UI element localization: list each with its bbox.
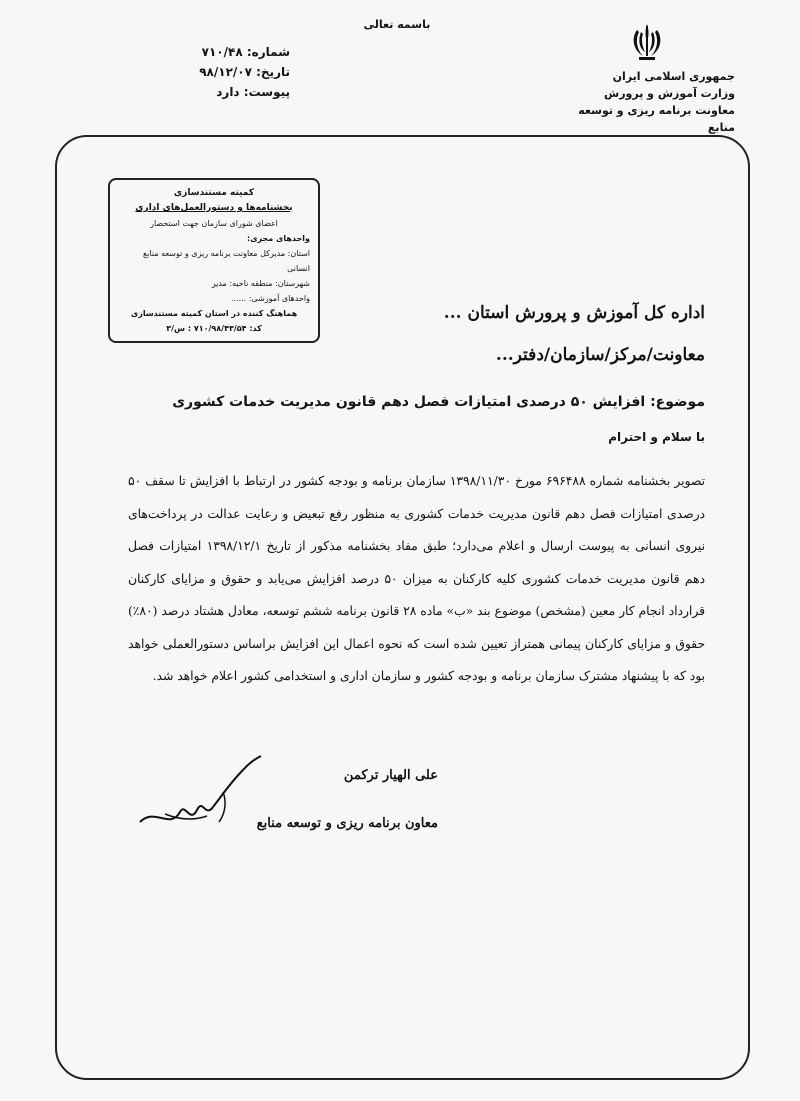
stamp-line: واحدهای آموزشی: ...... — [230, 294, 310, 303]
letter-meta — [130, 42, 290, 102]
stamp-line: واحدهای مجری: — [247, 234, 310, 243]
stamp-line: کد: ۷۱۰/۹۸/۴۳/۵۴ : س/۳ — [166, 324, 262, 333]
iran-emblem-icon — [625, 20, 669, 64]
letter-body: تصویر بخشنامه شماره ۶۹۶۴۸۸ مورخ ۱۳۹۸/۱۱/۳۰ سازمان برنامه و بودجه کشور در ارتباط با افزایش تا سقف ۵۰ درصدی امتیازات فصل دهم قانون مدیریت خدمات کشوری به منظور رفع تبعیض و رعایت عدالت در پرداخت‌های نیروی انسانی به پیوست ارسال و اعلام می‌دارد؛ طبق مفاد بخشنامه مذکور از تاریخ ۱۳۹۸/۱۲/۱ امتیازات فصل دهم قانون مدیریت خدمات کشوری کلیه کارکنان به میزان ۵۰ درصد افزایش می‌یابد و حقوق و مزایای کارکنان قرارداد انجام کار معین (مشخص) موضوع بند «ب» ماده ۲۸ قانون برنامه ششم توسعه، معادل هشتاد درصد (۸۰٪) حقوق و مزایای کارکنان پیمانی همتراز تعیین شده است که نحوه اعمال این افزایش براساس دستورالعملی خواهد بود که با پیشنهاد مشترک سازمان برنامه و بودجه کشور و سازمان اداری و استخدامی کشور اعلام خواهد شد. — [128, 474, 706, 683]
stamp-line: هماهنگ کننده در استان کمیته مستندسازی — [130, 309, 298, 318]
org-line: معاونت برنامه ریزی و توسعه منابع — [578, 104, 735, 134]
signer-name: علی الهیار ترکمن — [343, 768, 438, 783]
greeting: با سلام و احترام — [608, 430, 705, 444]
stamp-line: کمیته مستندسازی — [173, 188, 255, 198]
signer-title: معاون برنامه ریزی و توسعه منابع — [256, 816, 438, 831]
addressee-department: معاونت/مرکز/سازمان/دفتر... — [495, 345, 705, 365]
letter-attachment: پیوست: دارد — [216, 85, 290, 99]
org-line: وزارت آموزش و پرورش — [604, 87, 735, 100]
letter-subject: موضوع: افزایش ۵۰ درصدی امتیازات فصل دهم قانون مدیریت خدمات کشوری — [172, 394, 705, 410]
bismillah: باسمه تعالی — [363, 18, 431, 31]
stamp-line: شهرستان: منطقه ناحیه: مدیر — [211, 279, 310, 288]
org-line: جمهوری اسلامی ایران — [612, 70, 735, 83]
stamp-line: بخشنامه‌ها و دستورالعمل‌های اداری — [135, 203, 293, 213]
stamp-line: استان: مدیرکل معاونت برنامه ریزی و توسعه منابع انسانی — [142, 249, 310, 273]
letter-date: تاریخ: ۹۸/۱۲/۰۷ — [199, 65, 290, 79]
addressee: اداره کل آموزش و پرورش استان ... — [443, 303, 705, 323]
letter-number: شماره: ۷۱۰/۴۸ — [201, 45, 290, 59]
organization-header — [565, 68, 735, 136]
stamp-line: اعضای شورای سازمان جهت استحضار — [150, 219, 278, 228]
